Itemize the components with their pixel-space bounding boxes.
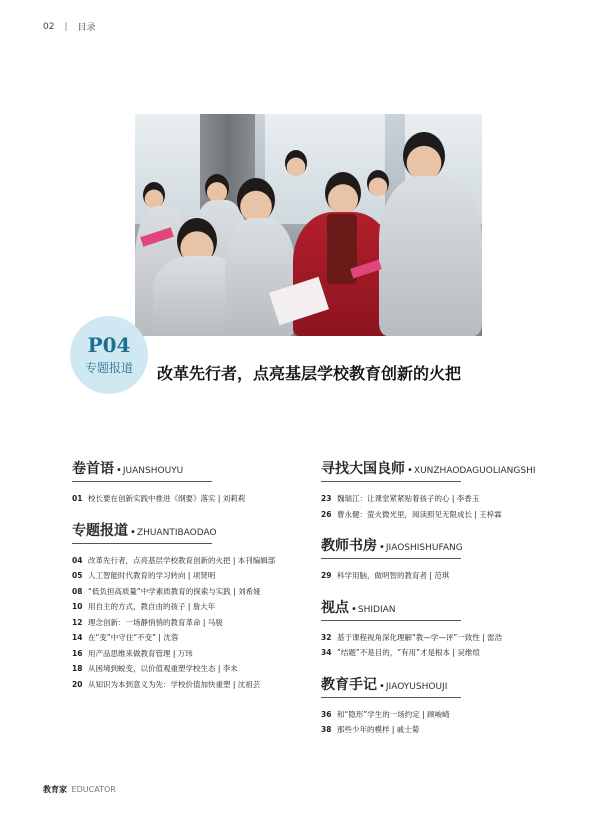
section-title-en: XUNZHAODAGUOLIANGSHI [413, 466, 536, 476]
section-rule [321, 481, 461, 482]
toc-entry-title: 校长要在创新实践中推进《纲要》落实 | 刘莉莉 [88, 494, 246, 503]
toc-entry[interactable] [72, 568, 322, 584]
feature-page-code: P04 [87, 332, 131, 357]
section-title-en: ZHUANTIBAODAO [136, 527, 217, 538]
toc-entry-page: 26 [321, 509, 332, 519]
toc-entry-page: 20 [72, 679, 83, 689]
toc-section-shidian [321, 597, 541, 661]
feature-headline[interactable]: 改革先行者，点亮基层学校教育创新的火把 [157, 364, 462, 383]
toc-entry-title: 人工智能时代教育的学习转向 | 项贤明 [88, 571, 216, 580]
footer-brand: 教育家 [43, 785, 67, 794]
toc-entry[interactable] [72, 615, 322, 631]
toc-entry[interactable] [321, 491, 541, 507]
toc-entry-page: 14 [72, 633, 83, 642]
section-title-dot: • [351, 603, 357, 615]
section-title-dot: • [379, 680, 385, 692]
toc-entry-title: “结题”不是目的，“有用”才是根本 | 吴维煊 [337, 648, 480, 657]
header-section-title: 目录 [77, 23, 96, 33]
toc-entry-title: 从知识为本到意义为先：学校价值加快重塑 | 沈祖芸 [88, 679, 261, 689]
toc-entry-title: 基于课程视角深化理解“教—学—评”一致性 | 雷浩 [337, 632, 503, 642]
toc-entry[interactable] [321, 630, 541, 646]
page-footer [43, 784, 116, 795]
toc-entry-page: 36 [321, 709, 332, 719]
toc-entry[interactable] [72, 491, 322, 507]
toc-entry-title: 和“隐形”学生的一场约定 | 顾峻崎 [337, 709, 450, 719]
toc-entry[interactable] [321, 722, 541, 738]
toc-entry-title: 科学用脑，做明智的教育者 | 范琪 [337, 571, 450, 580]
toc-section-xunzhaodaguoliangshi [321, 458, 541, 522]
toc-entry-title: 在“变”中守住“不变” | 沈蓉 [88, 633, 179, 642]
toc-entry-page: 32 [321, 632, 332, 642]
toc-entry-page: 04 [72, 555, 83, 565]
feature-badge [70, 316, 148, 394]
toc-right-column [321, 458, 541, 751]
toc-entry[interactable] [321, 645, 541, 661]
toc-entry[interactable] [72, 553, 322, 569]
page-header [43, 20, 96, 33]
section-title-en: JIAOSHISHUFANG [385, 543, 463, 553]
toc-entry-page: 08 [72, 586, 83, 596]
toc-entry[interactable] [72, 584, 322, 600]
toc-entry-title: 用产品思维来做教育管理 | 万玮 [88, 648, 193, 658]
toc-entry-page: 01 [72, 494, 83, 503]
section-title-en: SHIDIAN [357, 604, 396, 615]
section-title-cn: 视点 [321, 599, 349, 616]
toc-entry-page: 34 [321, 648, 332, 657]
header-separator: | [64, 21, 68, 32]
section-rule [72, 543, 212, 544]
toc-section-juanshouyu [72, 458, 322, 507]
toc-entry[interactable] [72, 646, 322, 662]
toc-entry-title: “低负担高质量”中学素质教育的探索与实践 | 刘希娅 [88, 586, 261, 596]
section-title-cn: 寻找大国良师 [321, 461, 405, 477]
toc-entry-title: 从困境到蜕变，以价值观重塑学校生态 | 李未 [88, 664, 238, 673]
section-rule [321, 620, 461, 621]
toc-section-zhuantibaodao [72, 520, 322, 693]
section-title [321, 535, 541, 555]
toc-entry-title: 曹永健：萤火微光里，阅读照见无限成长 | 王梓霖 [337, 509, 502, 519]
section-title-dot: • [407, 465, 413, 476]
toc-entry-title: 用自主的方式，教自由的孩子 | 詹大年 [88, 602, 216, 611]
toc-entry[interactable] [321, 707, 541, 723]
section-title-dot: • [130, 526, 136, 538]
toc-entry[interactable] [321, 507, 541, 523]
feature-photo [135, 114, 482, 336]
section-title [321, 597, 541, 617]
toc-entry[interactable] [72, 630, 322, 646]
section-title-cn: 教师书房 [321, 538, 377, 554]
section-title-cn: 卷首语 [72, 461, 114, 477]
section-title-en: JUANSHOUYU [122, 466, 184, 476]
toc-entry-page: 12 [72, 617, 83, 627]
toc-entry-title: 魏瑞江：让课堂紧紧贴着孩子的心 | 李香玉 [337, 494, 480, 503]
toc-entry[interactable] [72, 599, 322, 615]
section-title-dot: • [116, 465, 122, 476]
toc-entry-title: 改革先行者，点亮基层学校教育创新的火把 | 本刊编辑部 [88, 555, 276, 565]
toc-entry-page: 29 [321, 571, 332, 580]
section-title [72, 520, 322, 540]
section-title-en: JIAOYUSHOUJI [385, 681, 448, 692]
toc-section-jiaoyushouji [321, 674, 541, 738]
toc-left-column [72, 458, 322, 705]
toc-entry[interactable] [72, 661, 322, 677]
toc-entry-page: 16 [72, 648, 83, 658]
toc-entry-page: 23 [321, 494, 332, 503]
section-rule [321, 558, 461, 559]
toc-entry[interactable] [321, 568, 541, 584]
section-rule [72, 481, 212, 482]
toc-entry-page: 18 [72, 664, 83, 673]
toc-entry-page: 10 [72, 602, 83, 611]
toc-entry-page: 38 [321, 725, 332, 734]
section-rule [321, 697, 461, 698]
section-title [321, 674, 541, 694]
footer-brand-en: EDUCATOR [71, 785, 116, 794]
toc-entry-page: 05 [72, 571, 83, 580]
toc-entry-title: 那些少年的模样 | 戚士菊 [337, 725, 420, 734]
toc-section-jiaoshishufang [321, 535, 541, 584]
section-title-cn: 专题报道 [72, 522, 128, 539]
section-title-dot: • [379, 542, 385, 553]
toc-entry[interactable] [72, 677, 322, 693]
page-number: 02 [43, 21, 55, 32]
feature-section-label: 专题报道 [84, 360, 133, 375]
section-title-cn: 教育手记 [321, 676, 377, 693]
section-title [321, 458, 541, 478]
section-title [72, 458, 322, 478]
toc-entry-title: 理念创新：一场静悄悄的教育革命 | 马骏 [88, 617, 223, 627]
